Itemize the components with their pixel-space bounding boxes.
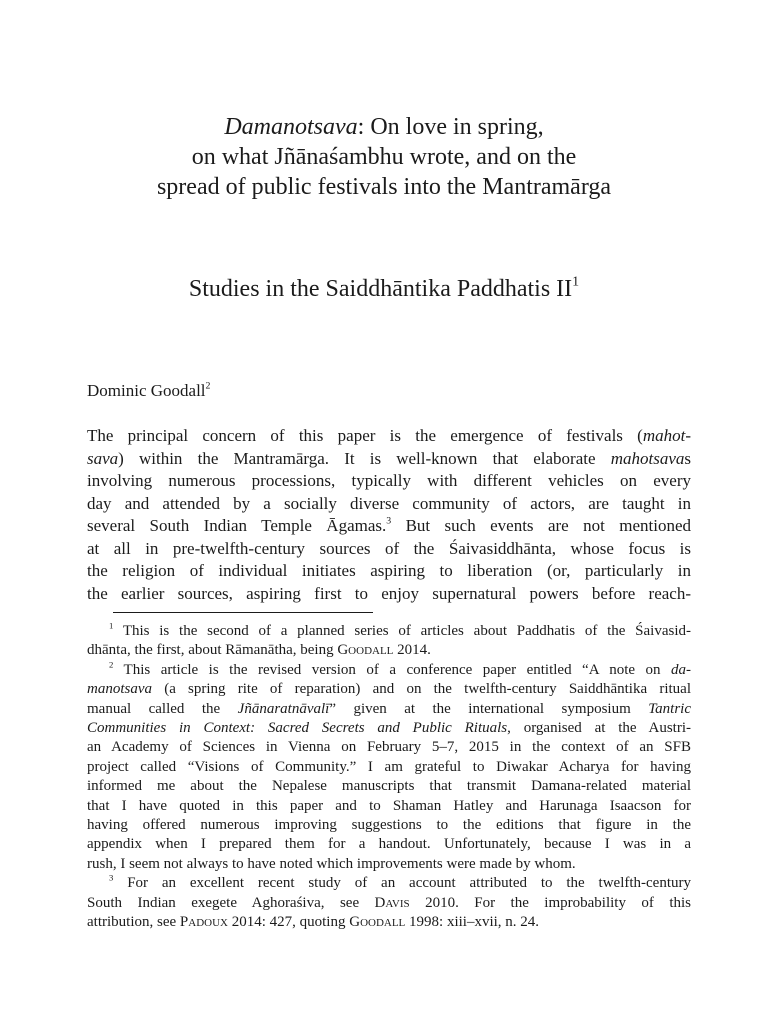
footnote-text-run: attribution, see: [87, 914, 180, 931]
footnote-text-run: , organised at the Austri-: [507, 720, 691, 737]
body-line: day and attended by a socially diverse community of actors, are taught in: [87, 493, 691, 513]
footnote-text-run: This article is the revised version of a conference paper entitled “A note on: [113, 661, 671, 678]
footnote-2-line: an Academy of Sciences in Vienna on February 5–7, 2015 in the context of an SFB: [87, 739, 691, 756]
footnote-text-run: South Indian exegete Aghoraśiva, see: [87, 894, 375, 911]
footnote-marker: 2: [109, 659, 114, 670]
footnote-marker: 1: [572, 274, 580, 290]
citation-author: Padoux: [179, 914, 228, 931]
footnote-italic-run: manotsava: [87, 681, 152, 698]
paper-subtitle: [0, 274, 768, 304]
footnote-2-line: appendix when I prepared them for a handout. Unfortunately, because I was in a: [87, 836, 691, 853]
body-text-run: s: [684, 448, 691, 468]
body-text-run: several South Indian Temple Āgamas.: [87, 516, 387, 535]
body-line: [87, 425, 691, 448]
footnote-italic-run: Jñānaratnāvalī: [237, 700, 330, 717]
footnote-text-run: 2010. For the improbability of this: [409, 894, 691, 911]
body-line: [87, 515, 691, 538]
footnote-3-line: [87, 874, 691, 893]
footnote-text-run: 2014.: [393, 642, 431, 659]
footnote-text-run: 2014: 427, quoting: [227, 914, 350, 931]
footnote-2-line: having offered numerous improving suggestions to the editions that figure in the: [87, 817, 691, 834]
footnote-text-run: ” given at the international symposium: [329, 700, 649, 717]
footnote-text-run: (a spring rite of reparation) and on the twelfth-century Saiddhāntika ritual: [152, 681, 691, 698]
footnote-2-line: that I have quoted in this paper and to Shaman Hatley and Harunaga Isaacson for: [87, 797, 691, 814]
footnote-text-run: dhānta, the first, about Rāmanātha, being: [87, 642, 338, 659]
footnote-3-line: [87, 913, 691, 932]
body-line: at all in pre-twelfth-century sources of the Śaivasiddhānta, whose focus is: [87, 538, 691, 558]
footnote-2-line: [87, 700, 691, 719]
body-line: [87, 448, 691, 471]
footnotes: [87, 622, 691, 933]
title-line-1-rest: : On love in spring,: [357, 114, 544, 140]
footnote-2-line: informed me about the Nepalese manuscripts that transmit Damana-related material: [87, 778, 691, 795]
body-paragraph: [87, 425, 691, 605]
body-text-run: ) within the Mantramārga. It is well-known that elaborate: [118, 448, 611, 468]
body-italic-run: mahotsava: [610, 448, 685, 468]
title-italic-term: Damanotsava: [224, 114, 358, 140]
body-line: involving numerous processions, typically with different vehicles on every: [87, 471, 691, 490]
footnote-2-line: project called “Visions of Community.” I am grateful to Diwakar Acharya for having: [87, 758, 691, 775]
footnote-3-line: [87, 894, 691, 913]
footnote-2-line: rush, I seem not always to have noted which improvements were made by whom.: [87, 855, 576, 872]
footnote-marker: 3: [109, 872, 114, 883]
footnote-1-line: [87, 641, 691, 660]
footnote-text-run: 1998: xiii–xvii, n. 24.: [405, 914, 540, 931]
citation-author: Goodall: [349, 914, 406, 931]
author-name: Dominic Goodall: [87, 381, 206, 400]
footnote-italic-run: da-: [671, 661, 691, 678]
body-text-run: The principal concern of this paper is the emergence of festivals (: [87, 426, 643, 445]
body-line: the religion of individual initiates aspiring to liberation (or, particularly in: [87, 561, 691, 580]
footnote-text-run: For an excellent recent study of an account attributed to the twelfth-century: [113, 875, 691, 892]
footnote-italic-run: Communities in Context: Sacred Secrets and Public Rituals: [87, 720, 508, 737]
footnote-2-line: [87, 719, 691, 738]
body-line: the earlier sources, aspiring first to enjoy supernatural powers before reach-: [87, 583, 691, 603]
footnote-italic-run: Tantric: [648, 700, 691, 717]
footnote-text-run: manual called the: [87, 700, 238, 717]
footnote-marker: 3: [386, 515, 392, 527]
footnote-text-run: This is the second of a planned series of articles about Paddhatis of the Śaivasid-: [113, 623, 691, 639]
footnote-separator: [113, 612, 373, 613]
footnote-1-line: [87, 622, 691, 641]
paper-title: [0, 112, 768, 202]
subtitle-text: Studies in the Saiddhāntika Paddhatis II: [188, 276, 573, 302]
author-line: [87, 380, 210, 402]
body-italic-run: mahot-: [642, 426, 691, 445]
title-line-1: [0, 112, 768, 142]
footnote-marker: 1: [109, 620, 114, 631]
citation-author: Goodall: [337, 642, 394, 659]
footnote-2-line: [87, 661, 691, 680]
citation-author: Davis: [374, 894, 410, 911]
title-line-3: spread of public festivals into the Mantramārga: [156, 174, 612, 200]
footnote-marker: 2: [205, 380, 211, 392]
title-line-2: on what Jñānaśambhu wrote, and on the: [191, 144, 577, 170]
footnote-2-line: [87, 680, 691, 699]
body-text-run: But such events are not mentioned: [391, 516, 691, 535]
body-italic-run: sava: [87, 448, 119, 468]
